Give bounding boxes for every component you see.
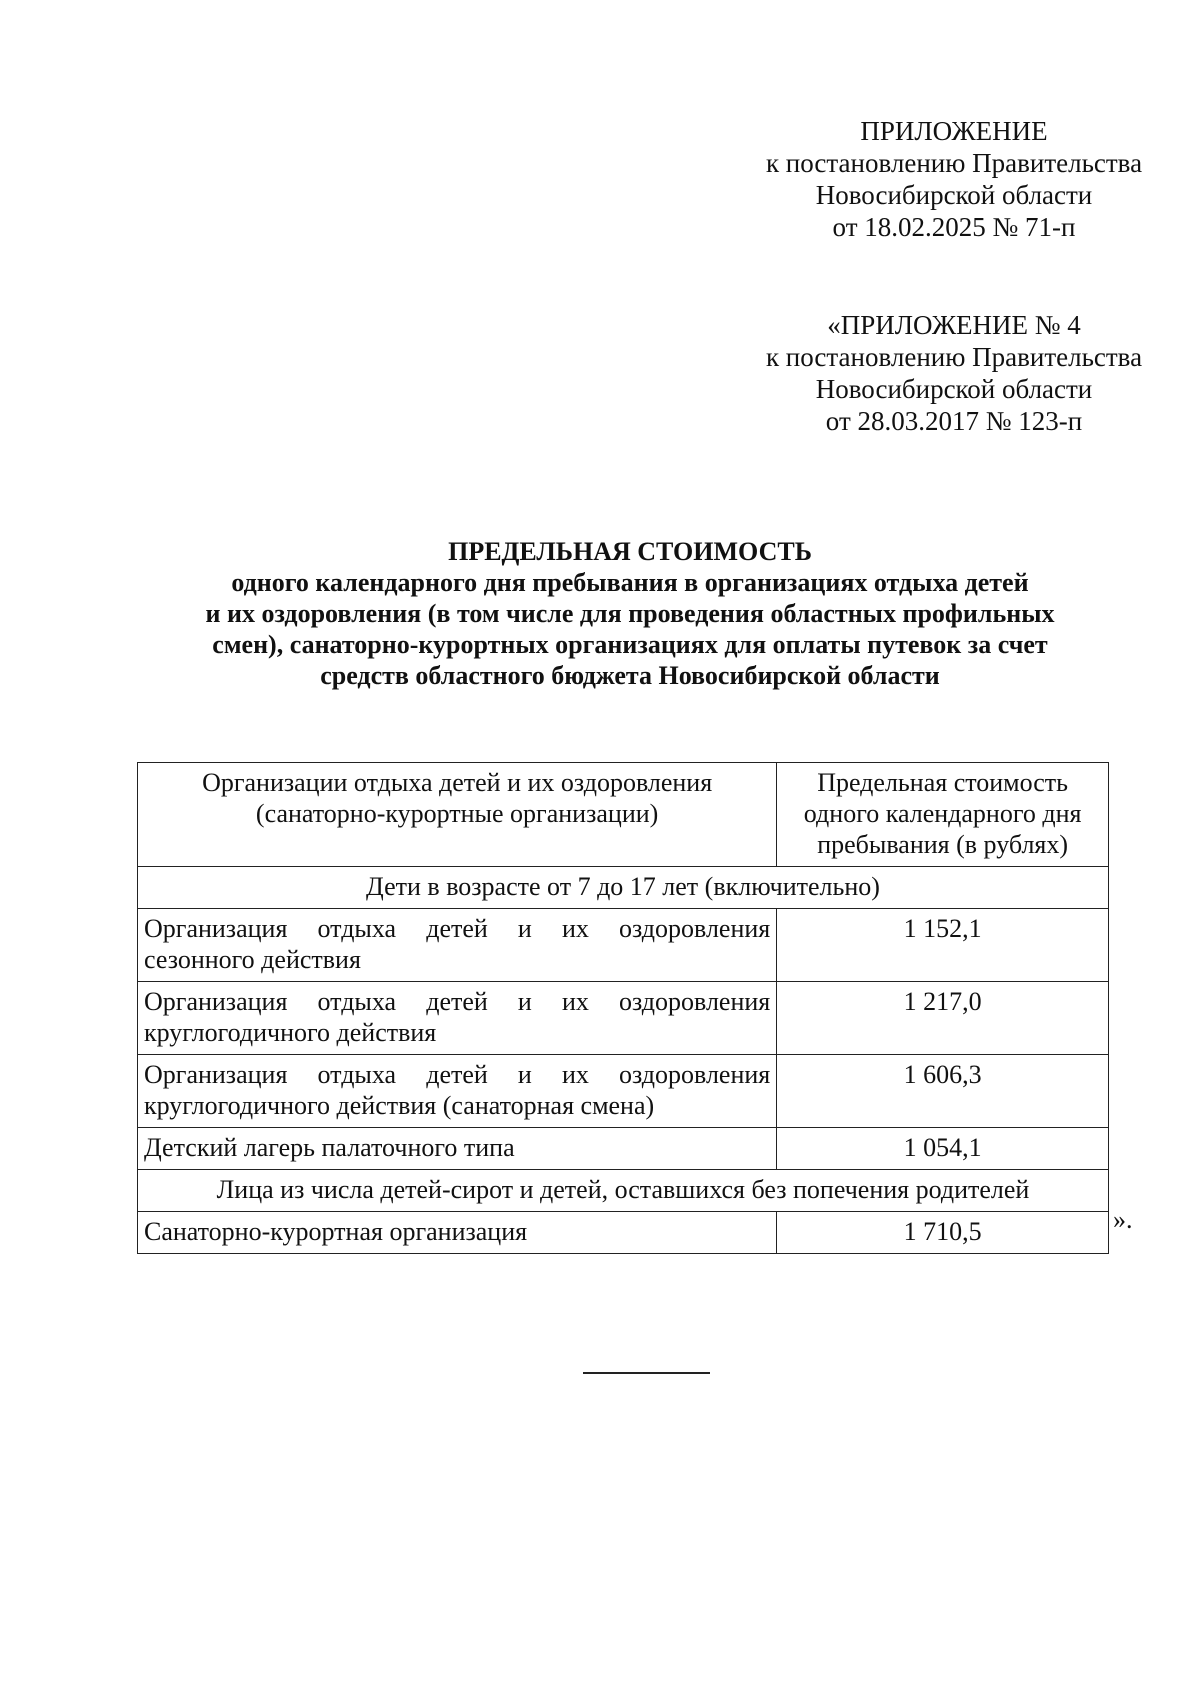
appendix-original-title: «ПРИЛОЖЕНИЕ № 4 — [827, 310, 1081, 340]
header-organizations-line2: (санаторно-курортные организации) — [255, 799, 659, 828]
row-value: 1 606,3 — [777, 1055, 1109, 1128]
row-value: 1 710,5 — [777, 1212, 1109, 1254]
row-name — [138, 909, 777, 982]
row-name: Санаторно-курортная организация — [138, 1212, 777, 1254]
header-cost-line2: одного календарного дня — [803, 799, 1082, 828]
header-organizations-line1: Организации отдыха детей и их оздоровления — [202, 768, 713, 797]
group-orphans-label: Лица из числа детей-сирот и детей, оставшихся без попечения родителей — [138, 1170, 1109, 1212]
document-title-line2: одного календарного дня пребывания в организациях отдыха детей — [231, 568, 1029, 597]
appendix-original-heading — [744, 309, 1164, 437]
closing-quote-mark: ». — [1113, 1205, 1133, 1234]
group-children-label: Дети в возрасте от 7 до 17 лет (включительно) — [138, 867, 1109, 909]
document-title-line3: и их оздоровления (в том числе для проведения областных профильных — [205, 599, 1055, 628]
table-row — [138, 909, 1109, 982]
appendix-current-line3: Новосибирской области — [815, 180, 1093, 210]
table-row — [138, 1055, 1109, 1128]
header-cost-line3: пребывания (в рублях) — [817, 830, 1069, 859]
appendix-original-date: от 28.03.2017 № 123-п — [825, 406, 1083, 436]
row-name-line2: круглогодичного действия — [144, 1018, 437, 1047]
table-row — [138, 1128, 1109, 1170]
row-name: Детский лагерь палаточного типа — [138, 1128, 777, 1170]
cost-limits-table — [137, 762, 1109, 1254]
appendix-original-line3: Новосибирской области — [815, 374, 1093, 404]
row-name — [138, 1055, 777, 1128]
appendix-original-line2: к постановлению Правительства — [765, 342, 1143, 372]
row-value: 1 152,1 — [777, 909, 1109, 982]
group-row-children — [138, 867, 1109, 909]
end-divider-line — [583, 1372, 710, 1374]
header-cost-line1: Предельная стоимость — [817, 768, 1069, 797]
row-value: 1 054,1 — [777, 1128, 1109, 1170]
row-name-line2: сезонного действия — [144, 945, 361, 974]
appendix-current-heading — [744, 115, 1164, 243]
row-name-line1: Организация отдыха детей и их оздоровления — [144, 914, 771, 943]
appendix-current-line2: к постановлению Правительства — [765, 148, 1143, 178]
row-name-line1: Организация отдыха детей и их оздоровления — [144, 1060, 771, 1089]
document-title-line4: смен), санаторно-курортных организациях для оплаты путевок за счет — [212, 630, 1048, 659]
document-title-line5: средств областного бюджета Новосибирской области — [320, 661, 940, 690]
row-name — [138, 982, 777, 1055]
table-row — [138, 982, 1109, 1055]
row-value: 1 217,0 — [777, 982, 1109, 1055]
table-header-row — [138, 763, 1109, 867]
table-row — [138, 1212, 1109, 1254]
row-name-line1: Организация отдыха детей и их оздоровления — [144, 987, 771, 1016]
row-name-line2: круглогодичного действия (санаторная смена) — [144, 1091, 655, 1120]
group-row-orphans — [138, 1170, 1109, 1212]
document-title — [130, 536, 1130, 691]
appendix-current-title: ПРИЛОЖЕНИЕ — [860, 116, 1048, 146]
appendix-current-date: от 18.02.2025 № 71-п — [832, 212, 1076, 242]
header-organizations — [138, 763, 777, 867]
header-cost-limit — [777, 763, 1109, 867]
document-title-line1: ПРЕДЕЛЬНАЯ СТОИМОСТЬ — [448, 537, 812, 566]
